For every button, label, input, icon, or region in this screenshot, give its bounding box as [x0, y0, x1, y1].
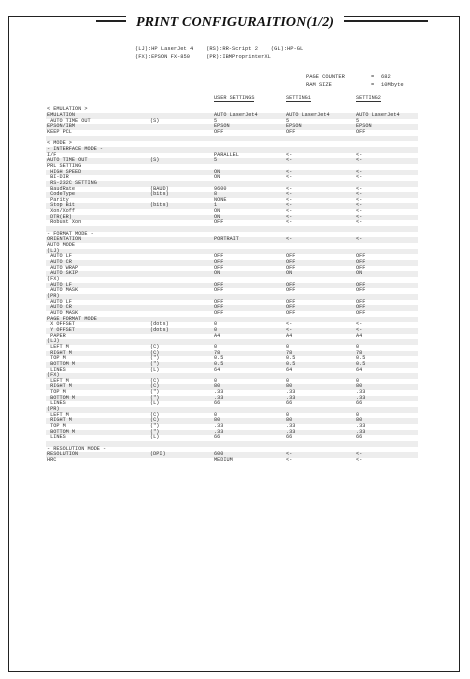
setting1-value: <-	[286, 174, 293, 181]
setting-unit: (")	[150, 423, 160, 430]
setting-name: BI-DIR	[47, 174, 69, 181]
setting-name: TOP M	[47, 389, 66, 396]
setting2-value: 78	[356, 349, 363, 356]
user-setting-value: OFF	[214, 253, 224, 260]
user-setting-value: OFF	[214, 219, 224, 226]
setting-name: PAPER	[47, 332, 66, 339]
table-row	[46, 458, 418, 464]
setting2-value: .33	[356, 423, 366, 430]
title-area	[0, 13, 470, 33]
setting2-value: <-	[356, 157, 363, 164]
setting-name: AUTO MASK	[47, 287, 79, 294]
user-setting-value: 8	[214, 191, 218, 198]
setting-name: (PR)	[47, 292, 60, 299]
setting2-value: AUTO LaserJet4	[356, 111, 400, 118]
setting2-value: 0.5	[356, 355, 366, 362]
setting-name: AUTO WRAP	[47, 264, 79, 271]
setting-unit: (L)	[150, 434, 160, 441]
setting1-value: <-	[286, 219, 293, 226]
legend-line: (FX):EPSON FX-850 (PR):IBMProprinterXL	[135, 54, 271, 60]
setting1-value: OFF	[286, 309, 296, 316]
col-header-user: USER SETTINGS	[214, 95, 255, 101]
setting1-value: .33	[286, 394, 296, 401]
setting2-value: OFF	[356, 309, 366, 316]
setting2-value: EPSON	[356, 123, 372, 130]
setting1-value: .33	[286, 423, 296, 430]
setting2-value: 80	[356, 383, 363, 390]
page-counter-value: 682	[381, 74, 391, 80]
setting1-value: <-	[286, 236, 293, 243]
setting1-value: 80	[286, 383, 293, 390]
setting-unit: (dots)	[150, 321, 169, 328]
setting-name: AUTO SKIP	[47, 270, 79, 277]
user-setting-value: 66	[214, 434, 221, 441]
setting2-value: 5	[356, 117, 360, 124]
user-setting-value: PARALLEL	[214, 151, 239, 158]
setting-name: Stop Bit	[47, 202, 76, 209]
setting-name: KEEP PCL	[47, 128, 72, 135]
setting1-value: 66	[286, 400, 293, 407]
page-counter-eq: =	[371, 74, 375, 80]
user-setting-value: 0	[214, 343, 218, 350]
setting-unit: (BAUD)	[150, 185, 169, 192]
user-setting-value: 78	[214, 349, 221, 356]
user-setting-value: NONE	[214, 196, 227, 203]
setting-unit: (")	[150, 389, 160, 396]
ram-size-eq: =	[371, 82, 375, 88]
user-setting-value: ON	[214, 213, 221, 220]
user-setting-value: ON	[214, 174, 221, 181]
setting-name: BOTTOM M	[47, 360, 76, 367]
setting2-value: OFF	[356, 281, 366, 288]
setting2-value: 80	[356, 417, 363, 424]
setting2-value: <-	[356, 185, 363, 192]
counter-block	[306, 73, 404, 89]
user-setting-value: A4	[214, 332, 221, 339]
setting-name: RESOLUTION	[47, 451, 79, 458]
setting-name: AUTO LF	[47, 253, 72, 260]
setting-name: LINES	[47, 400, 66, 407]
setting1-value: OFF	[286, 298, 296, 305]
ram-size-label: RAM SIZE	[306, 82, 332, 88]
setting2-value: <-	[356, 236, 363, 243]
setting-name: HRC	[47, 457, 57, 463]
setting-name: ORIENTATION	[47, 236, 82, 243]
setting1-value: OFF	[286, 128, 296, 135]
setting1-value: 0.5	[286, 355, 296, 362]
setting2-value: OFF	[356, 298, 366, 305]
setting2-value: <-	[356, 321, 363, 328]
setting-unit: (dots)	[150, 326, 169, 333]
setting1-value: <-	[286, 168, 293, 175]
user-setting-value: OFF	[214, 298, 224, 305]
user-setting-value: ON	[214, 208, 221, 215]
setting-unit: (DPI)	[150, 451, 166, 458]
user-setting-value: 80	[214, 383, 221, 390]
setting-name: EPSON/IBM	[47, 123, 76, 130]
setting-unit: (S)	[150, 157, 160, 164]
user-setting-value: 0	[214, 321, 218, 328]
page-counter-row	[306, 73, 404, 81]
setting-name: EMULATION	[47, 111, 76, 118]
user-setting-value: 1	[214, 202, 218, 209]
setting1-value: <-	[286, 213, 293, 220]
user-setting-value: 0	[214, 411, 218, 418]
setting-name: (PR)	[47, 406, 60, 413]
user-setting-value: 0	[214, 326, 218, 333]
setting-name: HIGH SPEED	[47, 168, 82, 175]
setting-name: - INTERFACE MODE -	[47, 145, 104, 152]
user-setting-value: OFF	[214, 264, 224, 271]
setting-unit: (C)	[150, 377, 160, 384]
setting-name: RS-232C SETTING	[47, 179, 97, 186]
setting-unit: (L)	[150, 400, 160, 407]
setting2-value: A4	[356, 332, 363, 339]
setting-name: Parity	[47, 196, 69, 203]
setting1-value: 80	[286, 417, 293, 424]
user-setting-value: 66	[214, 400, 221, 407]
setting2-value: <-	[356, 151, 363, 158]
setting1-value: OFF	[286, 287, 296, 294]
setting1-value: <-	[286, 451, 293, 458]
user-setting-value: ON	[214, 168, 221, 175]
user-setting-value: .33	[214, 428, 224, 435]
user-setting-value: AUTO LaserJet4	[214, 111, 258, 118]
setting-unit: (")	[150, 428, 160, 435]
setting1-value: 0	[286, 411, 290, 418]
setting1-value: AUTO LaserJet4	[286, 111, 330, 118]
page-title: PRINT CONFIGURAITION(1/2)	[126, 15, 344, 31]
setting-name: (FX)	[47, 372, 60, 379]
setting1-value: 0	[286, 377, 290, 384]
setting-unit: (")	[150, 360, 160, 367]
user-setting-value: .33	[214, 389, 224, 396]
setting-name: DTR(ER)	[47, 213, 72, 220]
setting-name: TOP M	[47, 423, 66, 430]
setting1-value: 0.5	[286, 360, 296, 367]
setting1-value: <-	[286, 191, 293, 198]
ram-size-value: 10Mbyte	[381, 82, 404, 88]
emulation-legend	[135, 45, 303, 61]
user-setting-value: 64	[214, 366, 221, 373]
user-setting-value: 80	[214, 417, 221, 424]
setting2-value: OFF	[356, 264, 366, 271]
setting2-value: <-	[356, 208, 363, 215]
setting-unit: (")	[150, 394, 160, 401]
setting1-value: ON	[286, 270, 293, 277]
setting2-value: <-	[356, 451, 363, 458]
ram-size-row	[306, 81, 404, 89]
setting-name: BOTTOM M	[47, 394, 76, 401]
setting2-value: .33	[356, 428, 366, 435]
user-setting-value: OFF	[214, 304, 224, 311]
setting-name: PRL SETTING	[47, 162, 82, 169]
setting1-value: .33	[286, 389, 296, 396]
user-setting-value: 5	[214, 117, 218, 124]
setting-name: (LJ)	[47, 338, 60, 345]
user-setting-value: 9600	[214, 185, 227, 192]
setting2-value: <-	[356, 213, 363, 220]
setting-name: < EMULATION >	[47, 106, 88, 113]
setting-unit: (C)	[150, 417, 160, 424]
setting1-value: 78	[286, 349, 293, 356]
setting2-value: OFF	[356, 287, 366, 294]
user-setting-value: PORTRAIT	[214, 236, 239, 243]
setting-unit: (bits)	[150, 202, 169, 209]
setting1-value: <-	[286, 326, 293, 333]
setting-name: (FX)	[47, 276, 60, 282]
user-setting-value: .33	[214, 423, 224, 430]
setting2-value: <-	[356, 191, 363, 198]
setting-name: CodeType	[47, 191, 76, 198]
setting-name: Xon/Xoff	[47, 208, 76, 215]
setting-name: AUTO LF	[47, 298, 72, 305]
setting1-value: EPSON	[286, 123, 302, 130]
setting1-value: <-	[286, 202, 293, 209]
setting1-value: OFF	[286, 259, 296, 266]
setting1-value: .33	[286, 428, 296, 435]
setting1-value: 0	[286, 343, 290, 350]
setting-name: BOTTOM M	[47, 428, 76, 435]
setting1-value: OFF	[286, 304, 296, 311]
setting-unit: (S)	[150, 117, 160, 124]
user-setting-value: OFF	[214, 259, 224, 266]
setting-name: LINES	[47, 366, 66, 373]
setting-name: AUTO TIME OUT	[47, 157, 88, 164]
setting-name: LEFT M	[47, 343, 69, 350]
setting-name: PAGE FORMAT MODE	[47, 315, 97, 322]
setting1-value: OFF	[286, 281, 296, 288]
user-setting-value: 0	[214, 377, 218, 384]
setting2-value: OFF	[356, 128, 366, 135]
setting1-value: OFF	[286, 264, 296, 271]
setting1-value: A4	[286, 332, 293, 339]
setting1-value: 64	[286, 366, 293, 373]
setting-name: BaudRate	[47, 185, 76, 192]
setting2-value: OFF	[356, 304, 366, 311]
setting-name: RIGHT M	[47, 417, 72, 424]
setting1-value: <-	[286, 157, 293, 164]
setting-unit: (C)	[150, 343, 160, 350]
setting2-value: .33	[356, 394, 366, 401]
setting1-value: <-	[286, 457, 293, 463]
setting1-value: <-	[286, 185, 293, 192]
setting-unit: (C)	[150, 383, 160, 390]
legend-line: (LJ):HP LaserJet 4 (RS):RR-Script 2 (GL):HP-GL	[135, 46, 304, 52]
setting-name: RIGHT M	[47, 349, 72, 356]
setting-unit: (C)	[150, 349, 160, 356]
setting1-value: 66	[286, 434, 293, 441]
setting-unit: (bits)	[150, 191, 169, 198]
setting-name: X OFFSET	[47, 321, 76, 328]
user-setting-value: OFF	[214, 287, 224, 294]
setting2-value: 0	[356, 343, 360, 350]
setting-unit: (L)	[150, 366, 160, 373]
setting-name: AUTO CR	[47, 304, 72, 311]
setting-name: - RESOLUTION MODE -	[47, 445, 107, 452]
user-setting-value: ON	[214, 270, 221, 277]
setting1-value: 5	[286, 117, 290, 124]
setting2-value: OFF	[356, 253, 366, 260]
setting-name: LINES	[47, 434, 66, 441]
setting2-value: 0.5	[356, 360, 366, 367]
setting-name: I/F	[47, 151, 57, 158]
setting-name: AUTO MASK	[47, 309, 79, 316]
user-setting-value: OFF	[214, 128, 224, 135]
setting2-value: <-	[356, 457, 363, 463]
user-setting-value: OFF	[214, 309, 224, 316]
user-setting-value: OFF	[214, 281, 224, 288]
setting-name: AUTO CR	[47, 259, 72, 266]
user-setting-value: 600	[214, 451, 224, 458]
setting-name: (LJ)	[47, 247, 60, 254]
user-setting-value: EPSON	[214, 123, 230, 130]
user-setting-value: 0.5	[214, 360, 224, 367]
setting-name: Y OFFSET	[47, 326, 76, 333]
setting2-value: .33	[356, 389, 366, 396]
setting-name: AUTO TIME OUT	[47, 117, 91, 124]
setting2-value: <-	[356, 174, 363, 181]
setting-name: RIGHT M	[47, 383, 72, 390]
setting1-value: <-	[286, 321, 293, 328]
setting1-value: <-	[286, 208, 293, 215]
setting2-value: <-	[356, 168, 363, 175]
page-counter-label: PAGE COUNTER	[306, 74, 345, 80]
setting2-value: 0	[356, 377, 360, 384]
setting2-value: OFF	[356, 259, 366, 266]
user-setting-value: MEDIUM	[214, 457, 233, 463]
setting-name: TOP M	[47, 355, 66, 362]
setting2-value: 64	[356, 366, 363, 373]
setting-name: < MODE >	[47, 140, 72, 147]
setting2-value: 0	[356, 411, 360, 418]
setting-name: AUTO MODE	[47, 242, 76, 249]
setting-name: - FORMAT MODE -	[47, 230, 94, 237]
col-header-setting1: SETTING1	[286, 95, 311, 101]
setting-name: AUTO LF	[47, 281, 72, 288]
user-setting-value: 0.5	[214, 355, 224, 362]
setting2-value: 66	[356, 434, 363, 441]
setting2-value: <-	[356, 202, 363, 209]
setting1-value: OFF	[286, 253, 296, 260]
settings-table	[46, 96, 418, 464]
setting-unit: (C)	[150, 411, 160, 418]
setting-name: Robust Xon	[47, 219, 82, 226]
setting-name: LEFT M	[47, 411, 69, 418]
setting2-value: <-	[356, 326, 363, 333]
setting-unit: (")	[150, 355, 160, 362]
setting2-value: <-	[356, 196, 363, 203]
setting1-value: <-	[286, 196, 293, 203]
setting2-value: ON	[356, 270, 363, 277]
setting2-value: <-	[356, 219, 363, 226]
col-header-setting2: SETTING2	[356, 95, 381, 101]
user-setting-value: .33	[214, 394, 224, 401]
user-setting-value: 5	[214, 157, 218, 164]
setting-name: LEFT M	[47, 377, 69, 384]
setting2-value: 66	[356, 400, 363, 407]
setting1-value: <-	[286, 151, 293, 158]
